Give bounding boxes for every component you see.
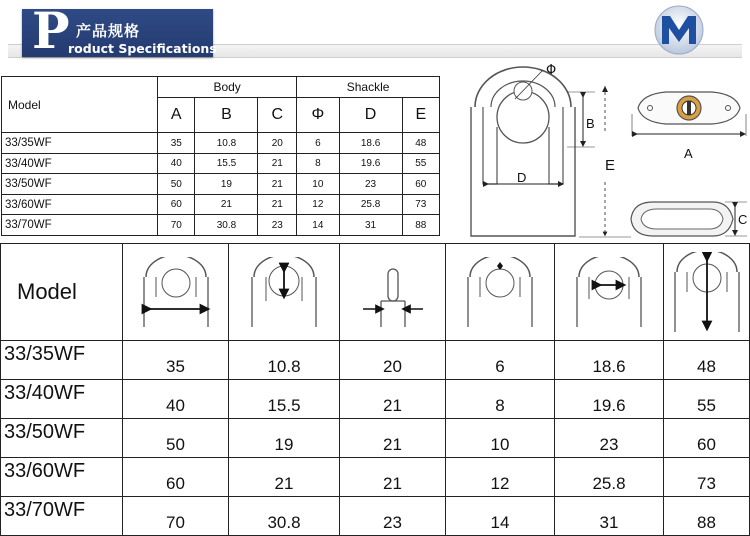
value-cell: 88 xyxy=(402,215,439,236)
value-cell: 70 xyxy=(123,497,229,536)
value-cell: 10.8 xyxy=(229,341,340,380)
value-cell: 35 xyxy=(158,133,195,154)
model-cell: 33/60WF xyxy=(1,458,123,497)
model-header: Model xyxy=(2,77,158,133)
value-cell: 73 xyxy=(664,458,750,497)
value-cell: 48 xyxy=(402,133,439,154)
dimension-e-icon xyxy=(664,244,750,341)
value-cell: 21 xyxy=(258,153,297,174)
value-cell: 60 xyxy=(664,419,750,458)
padlock-top-view-drawing xyxy=(628,80,750,162)
brand-logo-icon xyxy=(653,4,705,56)
value-cell: 14 xyxy=(446,497,555,536)
value-cell: 35 xyxy=(123,341,229,380)
table-row xyxy=(1,341,750,380)
column-header-c: C xyxy=(258,97,297,133)
dimension-a-icon xyxy=(123,244,229,341)
value-cell: 10.8 xyxy=(195,133,258,154)
value-cell: 21 xyxy=(258,194,297,215)
value-cell: 70 xyxy=(158,215,195,236)
model-cell: 33/70WF xyxy=(1,497,123,536)
value-cell: 31 xyxy=(555,497,664,536)
value-cell: 18.6 xyxy=(339,133,402,154)
value-cell: 20 xyxy=(340,341,446,380)
table-row xyxy=(2,215,440,236)
value-cell: 23 xyxy=(555,419,664,458)
model-cell: 33/50WF xyxy=(1,419,123,458)
model-cell: 33/50WF xyxy=(2,174,158,195)
value-cell: 48 xyxy=(664,341,750,380)
value-cell: 60 xyxy=(402,174,439,195)
value-cell: 12 xyxy=(297,194,339,215)
table-row xyxy=(1,458,750,497)
table-row xyxy=(1,419,750,458)
value-cell: 6 xyxy=(297,133,339,154)
dimension-d-icon xyxy=(555,244,664,341)
top-spec-table xyxy=(1,76,440,236)
value-cell: 21 xyxy=(340,380,446,419)
padlock-front-dimension-drawing xyxy=(455,62,635,244)
value-cell: 20 xyxy=(258,133,297,154)
value-cell: 21 xyxy=(258,174,297,195)
value-cell: 30.8 xyxy=(229,497,340,536)
value-cell: 55 xyxy=(402,153,439,174)
value-cell: 40 xyxy=(158,153,195,174)
model-cell: 33/40WF xyxy=(1,380,123,419)
value-cell: 19.6 xyxy=(555,380,664,419)
dimension-b-icon xyxy=(229,244,340,341)
value-cell: 8 xyxy=(297,153,339,174)
body-group-header: Body xyxy=(158,77,297,98)
model-cell: 33/60WF xyxy=(2,194,158,215)
label-phi: Φ xyxy=(546,63,557,78)
label-a: A xyxy=(684,146,693,161)
value-cell: 19 xyxy=(229,419,340,458)
value-cell: 23 xyxy=(339,174,402,195)
table-row xyxy=(2,194,440,215)
value-cell: 10 xyxy=(446,419,555,458)
shackle-group-header: Shackle xyxy=(297,77,440,98)
banner-english-title: roduct Specifications xyxy=(68,41,217,56)
value-cell: 18.6 xyxy=(555,341,664,380)
value-cell: 60 xyxy=(123,458,229,497)
value-cell: 21 xyxy=(340,458,446,497)
table-row xyxy=(2,153,440,174)
banner-letter: P xyxy=(32,1,70,60)
model-cell: 33/40WF xyxy=(2,153,158,174)
value-cell: 30.8 xyxy=(195,215,258,236)
value-cell: 21 xyxy=(229,458,340,497)
table-row xyxy=(2,133,440,154)
value-cell: 25.8 xyxy=(555,458,664,497)
model-cell: 33/35WF xyxy=(2,133,158,154)
value-cell: 12 xyxy=(446,458,555,497)
label-c: C xyxy=(738,212,748,227)
value-cell: 23 xyxy=(258,215,297,236)
column-header-phi: Φ xyxy=(297,97,339,133)
value-cell: 31 xyxy=(339,215,402,236)
value-cell: 55 xyxy=(664,380,750,419)
model-cell: 33/35WF xyxy=(1,341,123,380)
value-cell: 50 xyxy=(158,174,195,195)
padlock-side-view-drawing xyxy=(625,194,750,242)
product-specifications-banner xyxy=(22,1,217,60)
value-cell: 23 xyxy=(340,497,446,536)
label-d: D xyxy=(517,170,527,185)
value-cell: 60 xyxy=(158,194,195,215)
table-row xyxy=(1,497,750,536)
dimension-phi-icon xyxy=(446,244,555,341)
table-row xyxy=(2,174,440,195)
value-cell: 19.6 xyxy=(339,153,402,174)
value-cell: 15.5 xyxy=(195,153,258,174)
value-cell: 15.5 xyxy=(229,380,340,419)
value-cell: 6 xyxy=(446,341,555,380)
value-cell: 14 xyxy=(297,215,339,236)
value-cell: 21 xyxy=(340,419,446,458)
value-cell: 40 xyxy=(123,380,229,419)
dimension-c-icon xyxy=(340,244,446,341)
model-cell: 33/70WF xyxy=(2,215,158,236)
label-b: B xyxy=(586,116,595,131)
value-cell: 50 xyxy=(123,419,229,458)
column-header-e: E xyxy=(402,97,439,133)
bottom-spec-table xyxy=(0,243,750,536)
value-cell: 10 xyxy=(297,174,339,195)
banner-chinese-title: 产品规格 xyxy=(76,22,141,40)
value-cell: 88 xyxy=(664,497,750,536)
value-cell: 73 xyxy=(402,194,439,215)
value-cell: 8 xyxy=(446,380,555,419)
label-e: E xyxy=(605,157,616,174)
column-header-d: D xyxy=(339,97,402,133)
column-header-a: A xyxy=(158,97,195,133)
value-cell: 19 xyxy=(195,174,258,195)
table-row xyxy=(1,380,750,419)
column-header-b: B xyxy=(195,97,258,133)
value-cell: 21 xyxy=(195,194,258,215)
model-header: Model xyxy=(1,244,123,341)
value-cell: 25.8 xyxy=(339,194,402,215)
